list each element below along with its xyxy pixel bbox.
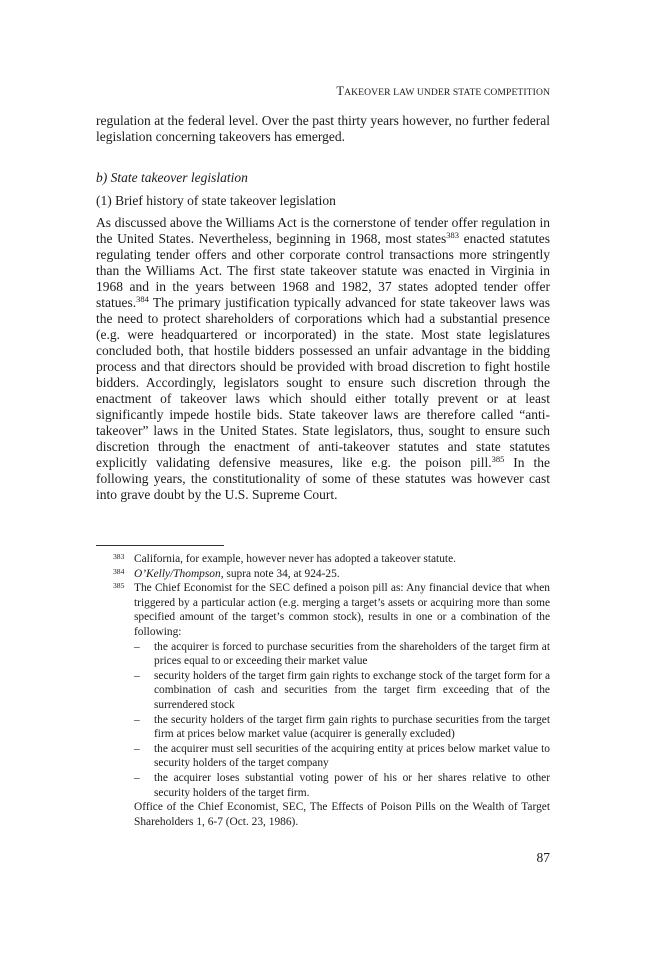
footnote-ref-385[interactable]: 385 [491,454,505,464]
main-text-part2: enacted statutes regulating tender offers and other corporate control transactions more stringently than the Williams Act. The first state takeover statute was enacted in Virginia in 1968 and in the years between 1968 and 1982, 37 states adopted tender offer statues. [96,231,550,310]
footnote-384 [96,567,550,582]
dash-bullet: – [134,713,140,726]
dash-bullet: – [134,742,140,755]
list-item [134,640,550,669]
intro-paragraph: regulation at the federal level. Over the past thirty years however, no further federal legislation concerning takeovers has emerged. [96,113,550,144]
footnote-intro: The Chief Economist for the SEC defined a poison pill as: Any financial device that when triggered by a particular action (e.g. merging a target’s assets or acquiring more than some specified amount of the target’s common stock), results in one or a combination of the following: [134,582,550,638]
page-number: 87 [536,850,550,865]
main-text-part3: The primary justification typically advanced for state takeover laws was the need to protect shareholders of corporations which had a substantial presence (e.g. were headquartered or incorporated) in the state. Most state legislatures concluded both, that hostile bidders possessed an unfair advantage in the bidding process and that directors should be provided with broad discretion to fight hostile bidders. Accordingly, legislators sought to ensure such discretion through the enactment of takeover laws which should either totally prevent or at least significantly impede hostile bids. State takeover laws are therefore called “anti-takeover” laws in the United States. State legislators, thus, sought to ensure such discretion through the enactment of anti-takeover statutes and state statutes explicitly validating defensive measures, like e.g. the poison pill. [96,295,550,470]
footnote-citation: , supra note 34, at 924-25. [220,567,340,580]
list-item-text: the acquirer is forced to purchase securities from the shareholders of the target firm at prices equal to or exceeding their market value [154,640,550,668]
list-item-text: the acquirer loses substantial voting power of his or her shares relative to other security holders of the target firm. [154,771,550,799]
list-item [134,713,550,742]
footnote-385 [96,581,550,829]
running-header [336,84,550,99]
footnote-text [134,567,550,582]
footnote-ref-384[interactable]: 384 [136,294,149,304]
list-item-text: the security holders of the target firm gain rights to purchase securities from the target firm at prices below market value (acquirer is generally excluded) [154,713,550,741]
header-text: AKEOVER LAW UNDER STATE COMPETITION [344,87,550,98]
footnote-number: 385 [113,581,125,591]
footnote-source: Office of the Chief Economist, SEC, The Effects of Poison Pills on the Wealth of Target Shareholders 1, 6-7 (Oct. 23, 1986). [134,801,550,828]
footnote-text [134,581,550,829]
footnote-383 [96,552,550,567]
list-item-text: the acquirer must sell securities of the acquiring entity at prices below market value to security holders of the target company [154,742,550,770]
list-item [134,742,550,771]
list-item [134,669,550,713]
footnote-number: 383 [113,552,125,561]
footnote-text: California, for example, however never has adopted a takeover statute. [134,553,456,565]
header-initial: T [336,84,345,98]
footnote-author: O’Kelly/Thompson [134,567,221,580]
dash-bullet: – [134,669,140,682]
section-heading: b) State takeover legislation [96,170,248,185]
main-text-part1: As discussed above the Williams Act is the cornerstone of tender offer regulation in the United States. Nevertheless, beginning in 1968, most states [96,215,550,246]
dash-bullet: – [134,771,140,784]
list-item-text: security holders of the target firm gain rights to exchange stock of the target form for a combination of cash and securities from the target firm exceeding that of the surrendered stock [154,669,550,711]
subsection-heading: (1) Brief history of state takeover legislation [96,193,336,208]
main-text-part4: In the following years, the constitutionality of some of these statutes was however cast into grave doubt by the U.S. Supreme Court. [96,455,550,502]
footnote-divider [96,545,224,546]
main-paragraph [96,215,550,503]
footnotes [96,552,550,829]
dash-bullet: – [134,640,140,653]
footnote-number: 384 [113,566,125,576]
list-item [134,771,550,800]
footnote-ref-383[interactable]: 383 [446,230,459,240]
